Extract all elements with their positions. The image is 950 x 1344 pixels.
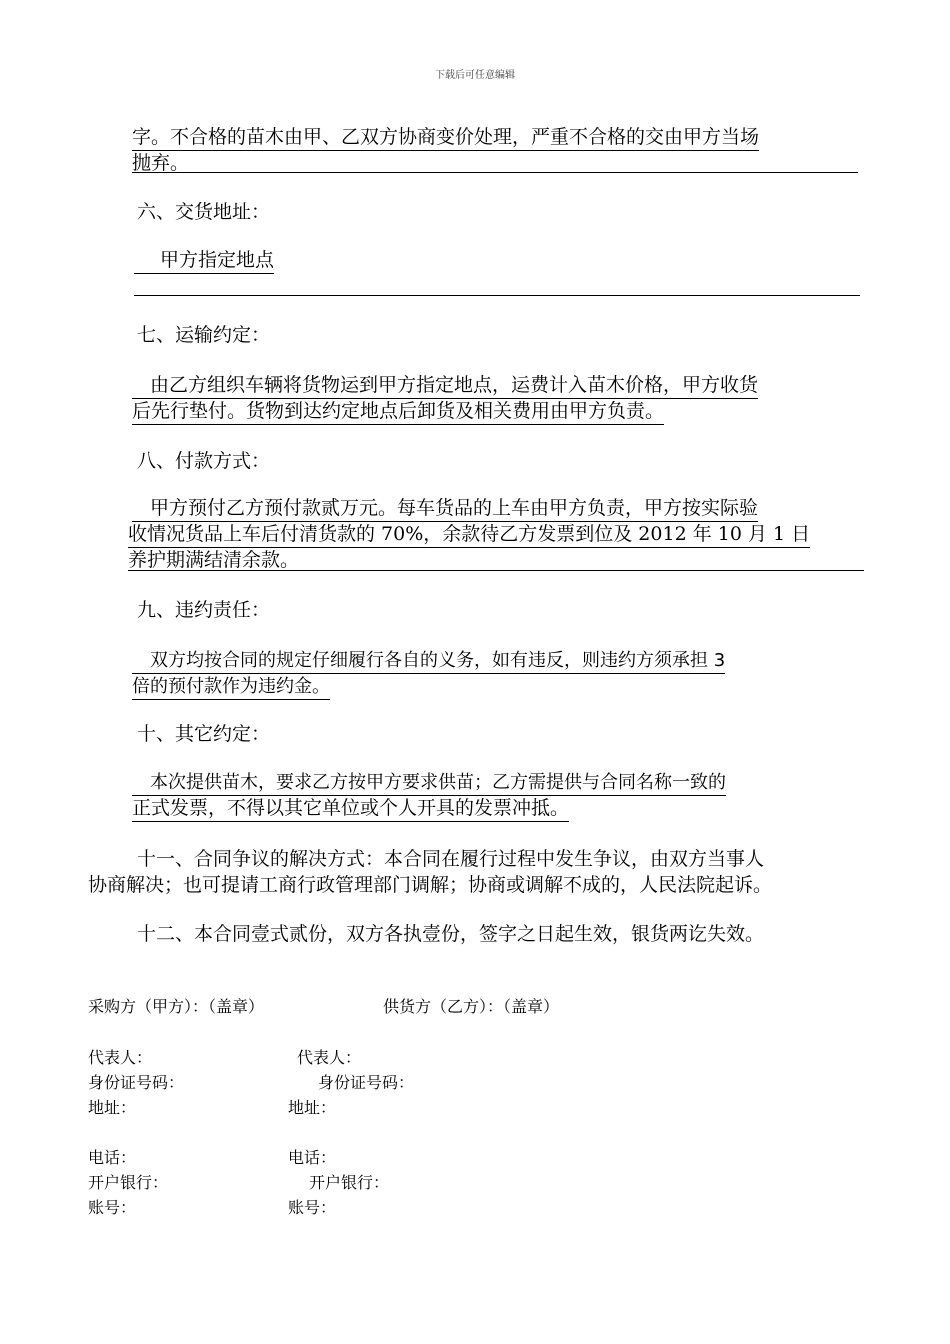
id-a-label: 身份证号码： <box>88 1073 185 1092</box>
clause10-line1: 本次提供苗木，要求乙方按甲方要求供苗；乙方需提供与合同名称一致的 <box>132 770 726 796</box>
rep-b-label: 代表人： <box>297 1048 362 1067</box>
clause8-heading: 八、付款方式： <box>137 450 271 472</box>
clause9-heading: 九、违约责任： <box>137 599 271 621</box>
clause9-line1: 双方均按合同的规定仔细履行各自的义务，如有违反，则违约方须承担 3 <box>132 648 725 674</box>
clause7-heading: 七、运输约定： <box>137 324 271 346</box>
party-a-label: 采购方（甲方）：（盖章） <box>88 997 265 1016</box>
page-header: 下载后可任意编辑 <box>435 70 515 81</box>
clause10-heading: 十、其它约定： <box>137 723 271 745</box>
clause7-line1: 由乙方组织车辆将货物运到甲方指定地点，运费计入苗木价格，甲方收货 <box>132 373 758 399</box>
rep-a-label: 代表人： <box>88 1048 153 1067</box>
clause11-line1: 十一、合同争议的解决方式：本合同在履行过程中发生争议，由双方当事人 <box>137 848 765 870</box>
clause5-line1: 字。不合格的苗木由甲、乙双方协商变价处理，严重不合格的交由甲方当场 <box>132 125 759 151</box>
clause8-underline <box>128 570 864 571</box>
id-b-label: 身份证号码： <box>318 1073 415 1092</box>
address-b-label: 地址： <box>288 1098 337 1117</box>
clause6-content: 甲方指定地点 <box>134 248 274 274</box>
clause9-line2: 倍的预付款作为违约金。 <box>132 674 330 700</box>
clause5-line2: 抛弃。 <box>132 152 190 174</box>
clause8-line3: 养护期满结清余款。 <box>128 549 300 571</box>
clause12-text: 十二、本合同壹式贰份，双方各执壹份，签字之日起生效，银货两讫失效。 <box>137 923 765 945</box>
clause10-line2: 正式发票，不得以其它单位或个人开具的发票冲抵。 <box>132 796 569 822</box>
clause6-blank-line <box>134 295 860 296</box>
account-a-label: 账号： <box>88 1198 137 1217</box>
clause8-line1: 甲方预付乙方预付款贰万元。每车货品的上车由甲方负责，甲方按实际验 <box>132 496 758 522</box>
clause8-line2: 收情况货品上车后付清货款的 70%，余款待乙方发票到位及 2012 年 10 月 1 日 <box>128 522 810 548</box>
account-b-label: 账号： <box>288 1198 337 1217</box>
clause6-heading: 六、交货地址： <box>137 201 271 223</box>
clause5-underline <box>132 172 858 173</box>
bank-b-label: 开户银行： <box>309 1173 390 1192</box>
address-a-label: 地址： <box>88 1098 137 1117</box>
tel-a-label: 电话： <box>88 1148 137 1167</box>
tel-b-label: 电话： <box>288 1148 337 1167</box>
clause7-line2: 后先行垫付。货物到达约定地点后卸货及相关费用由甲方负责。 <box>132 399 664 425</box>
party-b-label: 供货方（乙方）：（盖章） <box>383 997 560 1016</box>
clause11-line2: 协商解决；也可提请工商行政管理部门调解；协商或调解不成的，人民法院起诉。 <box>88 874 773 896</box>
bank-a-label: 开户银行： <box>88 1173 169 1192</box>
